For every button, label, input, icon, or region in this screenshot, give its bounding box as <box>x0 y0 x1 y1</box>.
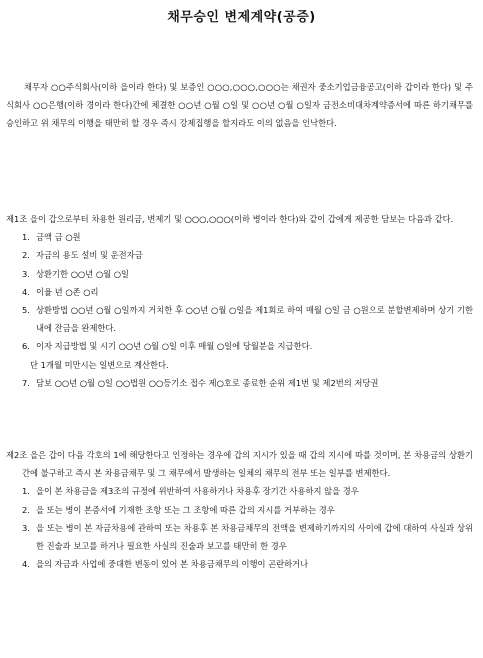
item-text: 이자 지급방법 및 시기 ○○년 ○월 ○일 이후 매월 ○일에 당월분을 지급한다. <box>36 341 313 352</box>
list-item <box>6 482 473 500</box>
article-2-items <box>6 482 473 573</box>
item-text: 자금의 용도 설비 및 운전자금 <box>36 250 143 261</box>
item-text: 이율 년 ○존 ○리 <box>36 286 99 297</box>
item-text: 을 또는 병이 본증서에 기재한 조항 또는 그 조항에 따른 갑의 지시를 거부하는 경우 <box>36 504 335 515</box>
item-text: 담보 ○○년 ○월 ○일 ○○법원 ○○등기소 접수 제○호로 종료한 순위 제1번 및 제2번의 저당권 <box>36 377 379 388</box>
item-text: 을이 본 차용금을 제3조의 규정에 위반하여 사용하거나 차용후 장기간 사용하지 않을 경우 <box>36 486 359 497</box>
article-1-heading: 제1조 을이 갑으로부터 차용한 원리금, 변제기 및 ○○○,○○○(이하 병이라 한다)와 같이 갑에게 제공한 담보는 다음과 같다. <box>6 214 454 224</box>
article-2-heading: 제2조 을은 갑이 다음 각호의 1에 해당한다고 인정하는 경우에 갑의 지시가 있을 때 갑의 지시에 따를 것이며, 본 차용금의 상환기간에 불구하고 즉시 본 차용금채무 및 그 채무에서 발생하는 일체의 채무의 전부 또는 일부를 변제한다. <box>6 450 473 479</box>
item-number: 5. <box>22 305 30 316</box>
list-item <box>6 301 473 337</box>
item-number: 3. <box>22 268 30 279</box>
item-text: 을의 자금과 사업에 중대한 변동이 있어 본 차용금채무의 이행이 곤란하거나 <box>36 559 309 570</box>
article-1 <box>6 210 473 392</box>
item-number: 3. <box>22 522 30 533</box>
item-number: 6. <box>22 341 30 352</box>
item-number: 4. <box>22 559 30 570</box>
item-text: 금액 금 ○원 <box>36 232 81 243</box>
intro-paragraph: 채무자 ○○주식회사(이하 을이라 한다) 및 보증인 ○○○,○○○,○○○는 채권자 중소기업금융공고(이하 갑이라 한다) 및 주식회사 ○○은행(이하 경이라 한다)간에 체결한 ○○년 ○월 ○일 및 ○○년 ○월 ○일자 금전소비대차계약증서에 따른 하기채무를 승인하고 위 채무의 이행을 태만히 할 경우 즉시 강제집행을 할지라도 이의 없음을 인낙한다. <box>6 82 473 129</box>
item-number: 2. <box>22 250 30 261</box>
list-item <box>6 246 473 264</box>
list-item <box>6 228 473 246</box>
item-number: 1. <box>22 232 30 243</box>
item-number: 4. <box>22 286 30 297</box>
list-item <box>6 283 473 301</box>
article-2 <box>6 446 473 573</box>
article-1-note: 단 1개월 미만시는 일변으로 계산한다. <box>30 359 169 370</box>
item-number: 7. <box>22 377 30 388</box>
item-text: 상환기한 ○○년 ○월 ○일 <box>36 268 129 279</box>
item-number: 1. <box>22 486 30 497</box>
item-text: 을 또는 병이 본 자금차용에 관하여 또는 차용후 본 차용금채무의 전액을 변제하기까지의 사이에 갑에 대하여 사실과 상위한 진술과 보고를 하거나 필요한 사실의 진술과 보고를 태만히 한 경우 <box>36 522 473 552</box>
list-item <box>6 265 473 283</box>
item-text: 상환방법 ○○년 ○월 ○일까지 거치한 후 ○○년 ○월 ○일을 제1회로 하여 매월 ○일 금 ○원으로 분할변제하며 상기 기한내에 잔금을 완제한다. <box>36 305 473 334</box>
article-1-items-continued <box>6 374 473 392</box>
list-item <box>6 519 473 555</box>
list-item <box>6 374 473 392</box>
list-item <box>6 337 473 355</box>
list-item <box>6 555 473 573</box>
item-number: 2. <box>22 504 30 515</box>
document-title: 채무승인 변제계약(공증) <box>167 10 316 25</box>
article-1-items <box>6 228 473 355</box>
list-item <box>6 501 473 519</box>
